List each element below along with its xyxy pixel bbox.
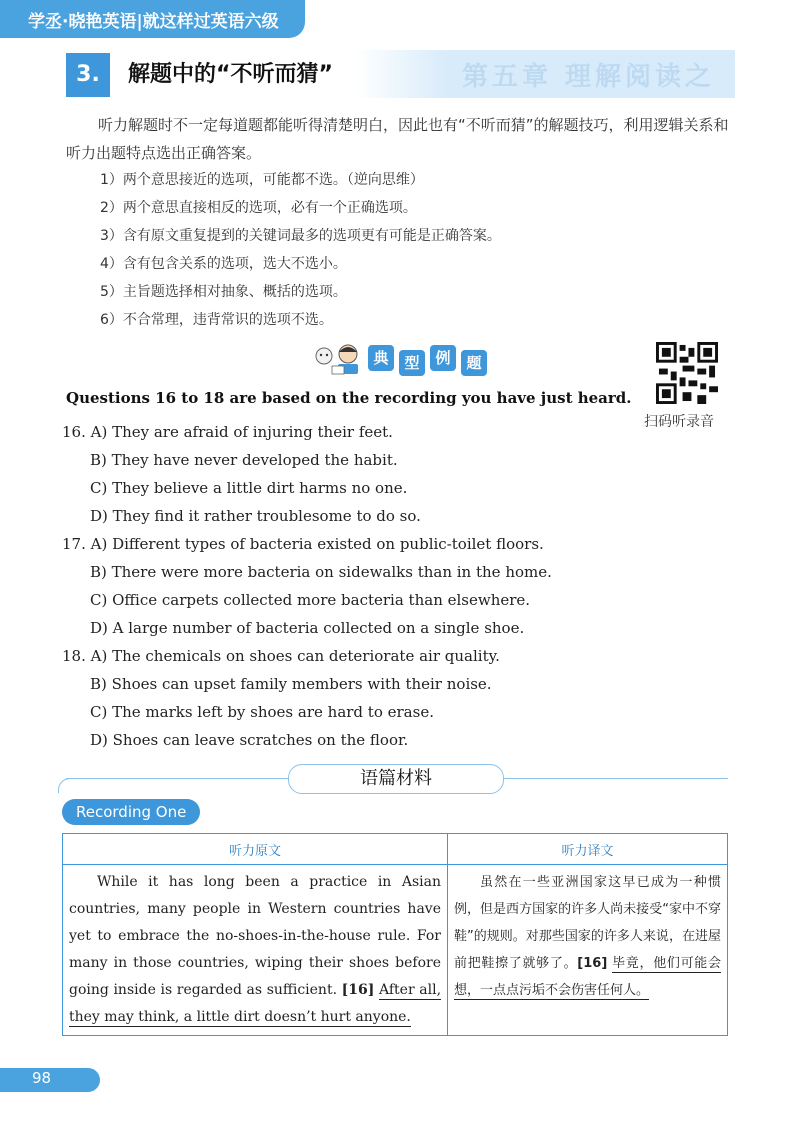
original-text-cell xyxy=(63,865,448,1036)
badge-char: 例 xyxy=(430,345,456,371)
badge-char: 题 xyxy=(461,350,487,376)
question-option: B) They have never developed the habit. xyxy=(90,451,398,469)
question-stem: 18. A) The chemicals on shoes can deteriorate air quality. xyxy=(62,647,500,665)
section-title: 解题中的“不听而猜” xyxy=(128,62,333,87)
underlined-answer-text: After all, they may think, a little dirt doesn’t hurt anyone. xyxy=(69,982,442,1025)
questions-list xyxy=(62,418,662,754)
question-option: B) There were more bacteria on sidewalks than in the home. xyxy=(90,563,552,581)
chapter-banner xyxy=(355,50,735,98)
section-number: 3. xyxy=(66,53,110,97)
transcript-table xyxy=(62,833,728,1036)
chapter-banner-text: 第五章 理解阅读之 xyxy=(461,62,715,92)
question-option: B) Shoes can upset family members with their noise. xyxy=(90,675,492,693)
material-section-label: 语篇材料 xyxy=(288,764,504,794)
answer-marker: [16] xyxy=(577,956,608,971)
question-option: D) Shoes can leave scratches on the floor. xyxy=(90,731,409,749)
translation-column-header: 听力译文 xyxy=(448,834,728,865)
tip-item: 5）主旨题选择相对抽象、概括的选项。 xyxy=(100,284,347,300)
qr-label: 扫码听录音 xyxy=(644,414,714,430)
header-title: 学丞·晓艳英语|就这样过英语六级 xyxy=(28,12,279,32)
question-option: C) They believe a little dirt harms no one. xyxy=(90,479,408,497)
tip-item: 4）含有包含关系的选项，选大不选小。 xyxy=(100,256,347,272)
question-option: D) They find it rather troublesome to do so. xyxy=(90,507,421,525)
question-stem: 16. A) They are afraid of injuring their feet. xyxy=(62,423,393,441)
question-option: C) Office carpets collected more bacteria than elsewhere. xyxy=(90,591,531,609)
translation-text: 虽然在一些亚洲国家这早已成为一种惯例，但是西方国家的许多人尚未接受“家中不穿鞋”的规则。对那些国家的许多人来说，在进屋前把鞋擦了就够了。 xyxy=(454,875,721,971)
header-tab xyxy=(0,0,305,38)
questions-heading: Questions 16 to 18 are based on the recording you have just heard. xyxy=(66,389,632,407)
badge-char: 型 xyxy=(399,350,425,376)
tip-item: 2）两个意思直接相反的选项，必有一个正确选项。 xyxy=(100,200,417,216)
badge-char: 典 xyxy=(368,345,394,371)
qr-code-icon[interactable] xyxy=(656,342,718,404)
translation-text-cell xyxy=(448,865,728,1036)
question-option: D) A large number of bacteria collected on a single shoe. xyxy=(90,619,525,637)
tip-item: 6）不合常理，违背常识的选项不选。 xyxy=(100,312,333,328)
underlined-answer-translation: 毕竟，他们可能会想，一点点污垢不会伤害任何人。 xyxy=(454,956,721,998)
original-column-header: 听力原文 xyxy=(63,834,448,865)
intro-paragraph: 听力解题时不一定每道题都能听得清楚明白，因此也有“不听而猜”的解题技巧，利用逻辑关系和听力出题特点选出正确答案。 xyxy=(66,116,729,162)
recording-label: Recording One xyxy=(62,799,200,825)
example-badge xyxy=(312,340,492,376)
question-stem: 17. A) Different types of bacteria existed on public-toilet floors. xyxy=(62,535,544,553)
answer-marker: [16] xyxy=(341,982,375,998)
page-number: 98 xyxy=(32,1069,52,1087)
question-option: C) The marks left by shoes are hard to erase. xyxy=(90,703,434,721)
mascot-icon xyxy=(312,340,364,376)
tip-item: 3）含有原文重复提到的关键词最多的选项更有可能是正确答案。 xyxy=(100,228,501,244)
original-text: While it has long been a practice in Asian countries, many people in Western countries have yet to embrace the no-shoes-in-the-house rule. For many in those countries, wiping their shoes before going inside is regarded as sufficient. xyxy=(69,874,441,998)
tip-item: 1）两个意思接近的选项，可能都不选。（逆向思维） xyxy=(100,172,424,188)
tips-list xyxy=(100,166,501,334)
